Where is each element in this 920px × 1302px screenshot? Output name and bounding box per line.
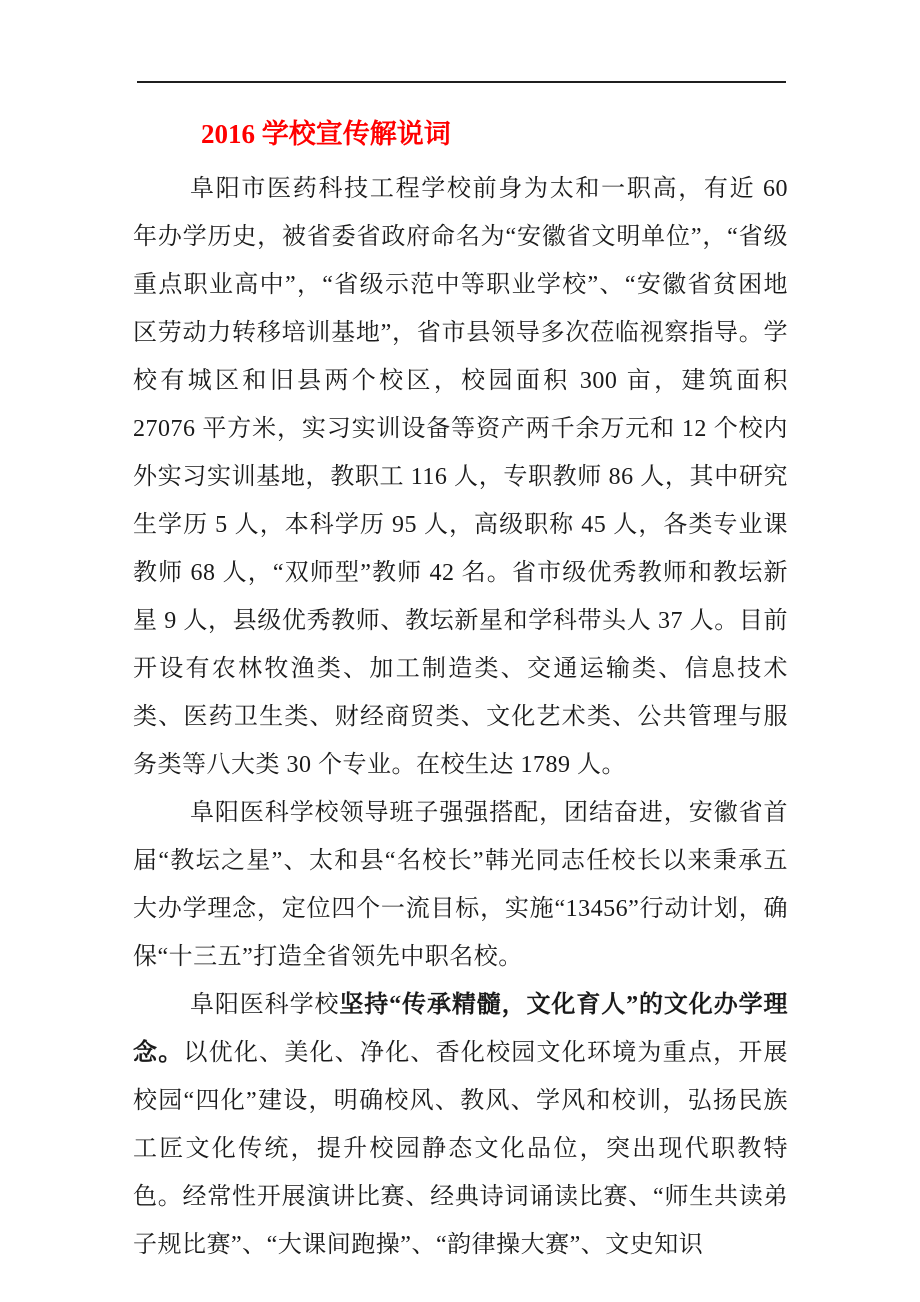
document-body <box>133 165 788 1269</box>
paragraph <box>133 789 788 981</box>
paragraph <box>133 165 788 789</box>
paragraph-bold-segment: 坚持“传承精髓，文化育人”的文化办学理念。 <box>133 992 788 1066</box>
document-content <box>133 110 788 1269</box>
document-title: 2016 学校宣传解说词 <box>201 119 451 149</box>
paragraph-text-segment: 以优化、美化、净化、香化校园文化环境为重点，开展校园“四化”建设，明确校风、教风、学风和校训，弘扬民族工匠文化传统，提升校园静态文化品位，突出现代职教特色。经常性开展演讲比赛、经典诗词诵读比赛、“师生共读弟子规比赛”、“大课间跑操”、“韵律操大赛”、文史知识 <box>133 1040 789 1258</box>
paragraph-text-segment: 阜阳医科学校领导班子强强搭配，团结奋进，安徽省首届“教坛之星”、太和县“名校长”韩光同志任校长以来秉承五大办学理念，定位四个一流目标，实施“13456”行动计划，确保“十三五”打造全省领先中职名校。 <box>133 800 788 970</box>
paragraph <box>133 981 788 1269</box>
paragraph-text-segment: 阜阳医科学校 <box>190 992 340 1018</box>
header-rule <box>137 81 786 83</box>
paragraph-text-segment: 阜阳市医药科技工程学校前身为太和一职高，有近 60 年办学历史，被省委省政府命名为“安徽省文明单位”，“省级重点职业高中”，“省级示范中等职业学校”、“安徽省贫困地区劳动力转移培训基地”，省市县领导多次莅临视察指导。学校有城区和旧县两个校区，校园面积 300 亩，建筑面积 27076 平方米，实习实训设备等资产两千余万元和 12 个校内外实习实训基地，教职工 116 人，专职教师 86 人，其中研究生学历 5 人，本科学历 95 人，高级职称 45 人，各类专业课教师 68 人，“双师型”教师 42 名。省市级优秀教师和教坛新星 9 人，县级优秀教师、教坛新星和学科带头人 37 人。目前开设有农林牧渔类、加工制造类、交通运输类、信息技术类、医药卫生类、财经商贸类、文化艺术类、公共管理与服务类等八大类 30 个专业。在校生达 1789 人。 <box>133 176 788 778</box>
